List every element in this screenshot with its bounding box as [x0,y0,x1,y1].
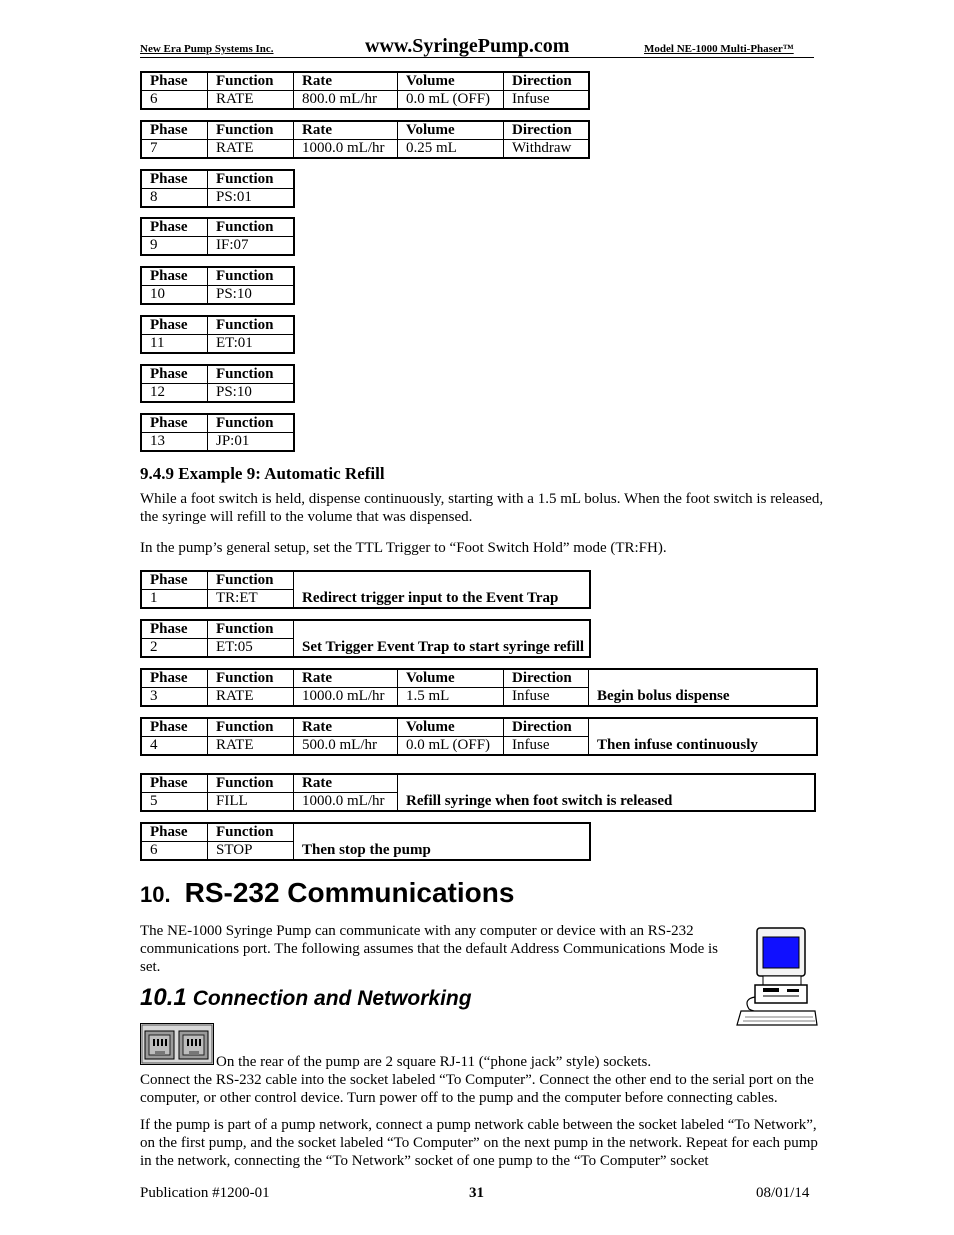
volume-header: Volume [398,72,504,91]
function-header: Function [208,414,295,433]
function-header: Function [208,669,294,688]
function-value: TR:ET [208,590,294,609]
description-value: Set Trigger Event Trap to start syringe refill [294,620,591,657]
function-header: Function [208,72,294,91]
direction-value: Infuse [504,737,589,756]
footer-publication: Publication #1200-01 [140,1185,270,1201]
phase-table [140,364,295,403]
function-header: Function [208,571,294,590]
description-value: Begin bolus dispense [589,669,818,706]
function-value: JP:01 [208,433,295,452]
direction-header: Direction [504,718,589,737]
phase-table [140,266,295,305]
direction-header: Direction [504,669,589,688]
rate-header: Rate [294,72,398,91]
phase-value: 12 [141,384,208,403]
phase-value: 9 [141,237,208,256]
phase-table [140,773,816,812]
volume-value: 0.0 mL (OFF) [398,737,504,756]
volume-header: Volume [398,121,504,140]
function-header: Function [208,121,294,140]
phase-header: Phase [141,365,208,384]
function-header: Function [208,365,295,384]
function-value: PS:01 [208,189,295,208]
header-model: Model NE-1000 Multi-Phaser™ [644,43,794,55]
computer-icon [733,925,819,1027]
rate-value: 1000.0 mL/hr [294,688,398,707]
volume-value: 1.5 mL [398,688,504,707]
function-value: RATE [208,737,294,756]
example9-heading: 9.4.9 Example 9: Automatic Refill [140,464,385,483]
header-rule [140,57,814,58]
volume-value: 0.0 mL (OFF) [398,91,504,110]
volume-header: Volume [398,718,504,737]
phase-value: 6 [141,91,208,110]
function-header: Function [208,774,294,793]
rj11-sockets-icon [140,1023,214,1065]
phase-header: Phase [141,571,208,590]
description-value: Redirect trigger input to the Event Trap [294,571,591,608]
header-website: www.SyringePump.com [365,35,570,57]
function-header: Function [208,267,295,286]
section-10-1-number: 10.1 [140,984,187,1011]
phase-value: 4 [141,737,208,756]
volume-header: Volume [398,669,504,688]
phase-table [140,717,818,756]
phase-value: 6 [141,842,208,861]
description-value: Then infuse continuously [589,718,818,755]
function-value: RATE [208,91,294,110]
direction-value: Infuse [504,688,589,707]
rate-header: Rate [294,774,398,793]
phase-header: Phase [141,72,208,91]
phase-header: Phase [141,316,208,335]
rate-value: 1000.0 mL/hr [294,140,398,159]
direction-value: Withdraw [504,140,590,159]
phase-table [140,120,590,159]
phase-table [140,315,295,354]
section-10-heading [140,877,514,909]
function-value: RATE [208,140,294,159]
phase-table [140,668,818,707]
phase-header: Phase [141,414,208,433]
function-value: ET:01 [208,335,295,354]
phase-header: Phase [141,267,208,286]
volume-value: 0.25 mL [398,140,504,159]
direction-header: Direction [504,121,590,140]
direction-value: Infuse [504,91,590,110]
phase-table [140,570,591,609]
section-10-title: RS-232 Communications [184,877,515,908]
section-10-intro: The NE-1000 Syringe Pump can communicate with any computer or device with an RS-232 communications port. The following assumes that the default Address Communications Mode is set. [140,923,718,975]
function-value: PS:10 [208,286,295,305]
function-header: Function [208,316,295,335]
section-10-1-paragraph-1: Connect the RS-232 cable into the socket labeled “To Computer”. Connect the other end to the serial port on the computer, or other control device. Turn power off to the pump and the computer before connecting cables. [140,1072,814,1106]
phase-table [140,619,591,658]
phase-table [140,217,295,256]
description-value: Refill syringe when foot switch is released [398,774,816,811]
section-10-1-heading [140,984,472,1012]
phase-value: 11 [141,335,208,354]
phase-table [140,71,590,110]
rate-value: 800.0 mL/hr [294,91,398,110]
function-header: Function [208,218,295,237]
phase-header: Phase [141,170,208,189]
phase-table [140,822,591,861]
phase-value: 10 [141,286,208,305]
phase-table [140,413,295,452]
function-value: RATE [208,688,294,707]
phase-value: 1 [141,590,208,609]
rate-value: 500.0 mL/hr [294,737,398,756]
description-value: Then stop the pump [294,823,591,860]
phase-value: 8 [141,189,208,208]
function-header: Function [208,620,294,639]
phase-header: Phase [141,669,208,688]
rate-header: Rate [294,669,398,688]
phase-header: Phase [141,718,208,737]
function-header: Function [208,823,294,842]
function-value: FILL [208,793,294,812]
section-10-number: 10. [140,882,171,907]
phase-value: 13 [141,433,208,452]
direction-header: Direction [504,72,590,91]
footer-date: 08/01/14 [756,1185,810,1201]
rate-header: Rate [294,718,398,737]
phase-header: Phase [141,218,208,237]
section-10-1-title: Connection and Networking [192,987,472,1010]
phase-value: 5 [141,793,208,812]
function-value: PS:10 [208,384,295,403]
function-header: Function [208,170,295,189]
phase-header: Phase [141,774,208,793]
footer-page-number: 31 [469,1185,484,1201]
phase-header: Phase [141,121,208,140]
example9-paragraph-2: In the pump’s general setup, set the TTL Trigger to “Foot Switch Hold” mode (TR:FH). [140,540,667,556]
phase-value: 2 [141,639,208,658]
phase-value: 3 [141,688,208,707]
phase-table [140,169,295,208]
section-10-1-paragraph-2: If the pump is part of a pump network, connect a pump network cable between the socket labeled “To Network”, on the first pump, and the socket labeled “To Computer” on the next pump in the network. Repeat for each pump in the network, connecting the “To Network” socket of one pump to the “To Computer” socket [140,1117,818,1169]
rate-header: Rate [294,121,398,140]
function-header: Function [208,718,294,737]
function-value: ET:05 [208,639,294,658]
function-value: STOP [208,842,294,861]
function-value: IF:07 [208,237,295,256]
example9-paragraph-1: While a foot switch is held, dispense continuously, starting with a 1.5 mL bolus. When the foot switch is released, the syringe will refill to the volume that was dispensed. [140,491,824,525]
phase-header: Phase [141,620,208,639]
header-company: New Era Pump Systems Inc. [140,43,274,55]
phase-header: Phase [141,823,208,842]
section-10-1-line-1: On the rear of the pump are 2 square RJ-11 (“phone jack” style) sockets. [216,1054,652,1070]
rate-value: 1000.0 mL/hr [294,793,398,812]
phase-value: 7 [141,140,208,159]
